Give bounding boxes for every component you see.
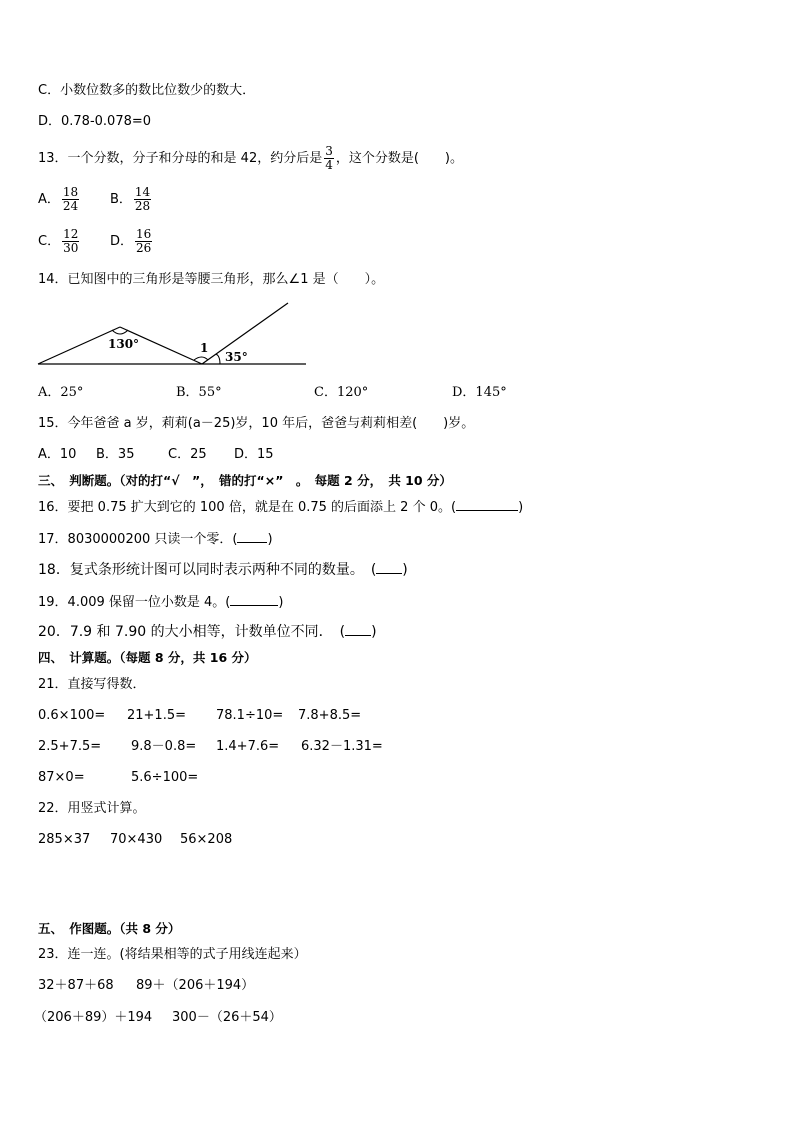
q22-item-2: 70×430 (110, 832, 163, 847)
q13-a-den: 24 (62, 199, 79, 213)
q17-close: ) (267, 532, 273, 547)
q13-option-b (110, 185, 153, 215)
q18-text: 18．复式条形统计图可以同时表示两种不同的数量。 ( (38, 562, 377, 578)
q13-b-num: 14 (134, 185, 151, 199)
q22-item-3: 56×208 (180, 832, 233, 847)
q13-stem (38, 145, 463, 172)
q21-r2-c4: 6.32－1.31= (301, 739, 383, 754)
q14-apex-arc (112, 330, 128, 334)
q16-text: 16．要把 0.75 扩大到它的 100 倍，就是在 0.75 的后面添上 2 个 0。( (38, 500, 457, 515)
q13-stem-pre: 13．一个分数，分子和分母的和是 42，约分后是 (38, 151, 323, 166)
q14-option-a: A．25° (38, 385, 84, 400)
q23-r2-c1: （206＋89）＋194 (34, 1010, 153, 1025)
q19 (38, 593, 283, 612)
q14-option-b: B．55° (176, 385, 222, 400)
q13-d-num: 16 (136, 227, 152, 241)
q17-text: 17．8030000200 只读一个零．( (38, 532, 238, 547)
section3-title: 三、 判断题。（对的打“√ ”， 错的打“×” 。 每题 2 分， 共 10 分） (38, 473, 452, 488)
q21-stem: 21．直接写得数． (38, 677, 146, 692)
q13-stem-post: ，这个分数是( )。 (335, 151, 464, 166)
q13-option-d-frac (135, 228, 152, 255)
q13-option-d (110, 227, 154, 257)
q14-label-130: 130° (108, 337, 140, 351)
q23-stem: 23．连一连。(将结果相等的式子用线连起来） (38, 947, 307, 962)
q18 (38, 561, 408, 579)
q22-stem: 22．用竖式计算。 (38, 801, 146, 816)
q13-b-den: 28 (134, 199, 151, 213)
q21-r1-c3: 78.1÷10= (216, 708, 284, 723)
q13-fraction (324, 145, 334, 172)
q13-d-den: 26 (136, 241, 152, 255)
q14-angle35-arc (216, 354, 220, 364)
q14-angle1-arc (194, 357, 208, 360)
q13-option-a-frac (62, 186, 79, 213)
q20 (38, 623, 377, 641)
q19-close: ) (278, 595, 284, 610)
q21-r2-c2: 9.8－0.8= (131, 739, 197, 754)
q15-option-c: C．25 (168, 447, 207, 462)
q13-option-b-frac (134, 186, 151, 213)
q21-r2-c1: 2.5+7.5= (38, 739, 102, 754)
q22-item-1: 285×37 (38, 832, 91, 847)
q13-option-c-frac (62, 228, 79, 255)
q13-option-b-label: B． (110, 192, 132, 207)
q21-r1-c1: 0.6×100= (38, 708, 106, 723)
q13-a-num: 18 (62, 185, 79, 199)
q21-r2-c3: 1.4+7.6= (216, 739, 280, 754)
q23-r1-c1: 32＋87＋68 (38, 978, 114, 993)
q18-close: ) (402, 562, 408, 578)
q16 (38, 498, 523, 517)
section5-title: 五、 作图题。（共 8 分） (38, 921, 181, 936)
q14-label-1: 1 (200, 341, 209, 355)
q13-c-num: 12 (63, 227, 79, 241)
q21-r3-c1: 87×0= (38, 770, 85, 785)
q14-option-d: D．145° (452, 385, 507, 400)
q14-triangle-figure (34, 298, 314, 370)
q15-stem: 15．今年爸爸 a 岁，莉莉(a－25)岁，10 年后，爸爸与莉莉相差( )岁。 (38, 416, 475, 431)
q13-option-c-label: C． (38, 234, 61, 249)
q18-blank[interactable] (376, 561, 402, 574)
q16-blank[interactable] (456, 498, 518, 511)
q15-option-a: A．10 (38, 447, 77, 462)
q20-text: 20．7.9 和 7.90 的大小相等，计数单位不同． ( (38, 624, 346, 640)
q13-option-a-label: A． (38, 192, 60, 207)
q16-close: ) (518, 500, 524, 515)
q19-blank[interactable] (230, 593, 278, 606)
q13-option-a (38, 185, 81, 215)
q13-option-c (38, 227, 81, 257)
q12-option-d: D．0.78-0.078=0 (38, 114, 152, 129)
q15-option-d: D．15 (234, 447, 274, 462)
q21-r1-c4: 7.8+8.5= (298, 708, 362, 723)
q13-fraction-den: 4 (325, 158, 333, 172)
q21-r3-c2: 5.6÷100= (131, 770, 199, 785)
q19-text: 19．4.009 保留一位小数是 4。( (38, 595, 231, 610)
q20-close: ) (371, 624, 377, 640)
q23-r1-c2: 89＋（206＋194） (136, 978, 255, 993)
q13-option-d-label: D． (110, 234, 134, 249)
q14-option-c: C．120° (314, 385, 369, 400)
section4-title: 四、 计算题。（每题 8 分，共 16 分） (38, 650, 257, 665)
q13-fraction-num: 3 (325, 144, 333, 158)
q17 (38, 530, 273, 549)
q14-stem: 14．已知图中的三角形是等腰三角形，那么∠1 是（ ）。 (38, 272, 385, 287)
q13-c-den: 30 (63, 241, 79, 255)
q17-blank[interactable] (237, 530, 267, 543)
q15-option-b: B．35 (96, 447, 135, 462)
q23-r2-c2: 300－（26＋54） (172, 1010, 282, 1025)
q20-blank[interactable] (345, 623, 371, 636)
q14-label-35: 35° (225, 350, 248, 364)
q21-r1-c2: 21+1.5= (127, 708, 187, 723)
q12-option-c: C．小数位数多的数比位数少的数大． (38, 83, 256, 98)
